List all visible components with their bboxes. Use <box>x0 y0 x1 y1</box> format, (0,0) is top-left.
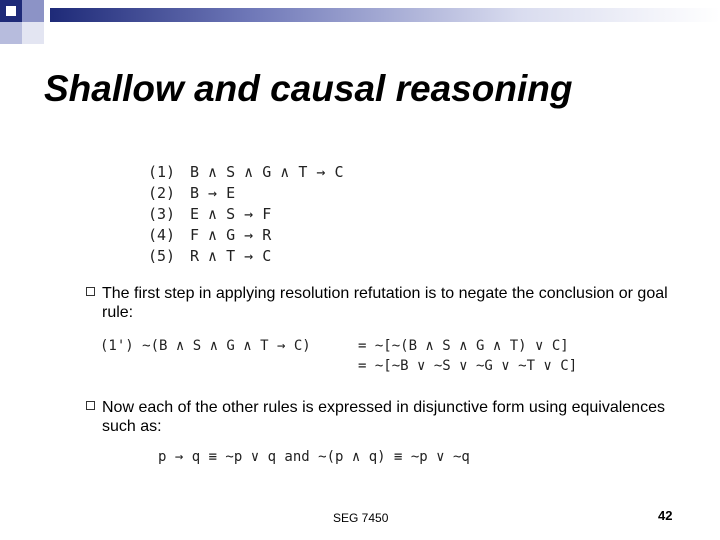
corner-square-decoration <box>0 22 22 44</box>
rule-number: (3) <box>148 205 176 223</box>
rule-item <box>148 225 344 246</box>
rule-item <box>148 204 344 225</box>
rule-number: (4) <box>148 226 176 244</box>
rule-item <box>148 183 344 204</box>
page-number: 42 <box>658 508 673 523</box>
rule-expression: E ∧ S → F <box>190 205 272 223</box>
square-bullet-icon <box>86 401 95 410</box>
rule-item <box>148 246 344 267</box>
rule-number: (5) <box>148 247 176 265</box>
bullet-text: Now each of the other rules is expressed in disjunctive form using equivalences such as: <box>102 399 665 435</box>
equivalence-formula: p → q ≡ ~p ∨ q and ~(p ∧ q) ≡ ~p ∨ ~q <box>158 449 470 465</box>
rule-expression: B → E <box>190 184 236 202</box>
negated-goal-formula <box>100 336 577 376</box>
corner-square-decoration <box>22 22 44 44</box>
header-gradient-band <box>50 8 720 22</box>
corner-square-decoration <box>22 0 44 22</box>
bullet-text: The first step in applying resolution refutation is to negate the conclusion or goal rule: <box>102 285 668 321</box>
negation-line-2: = ~[~B ∨ ~S ∨ ~G ∨ ~T ∨ C] <box>358 358 578 374</box>
rule-expression: F ∧ G → R <box>190 226 272 244</box>
negation-line-1: = ~[~(B ∧ S ∧ G ∧ T) ∨ C] <box>358 338 569 354</box>
rule-number: (1) <box>148 163 176 181</box>
negation-lhs: (1') ~(B ∧ S ∧ G ∧ T → C) <box>100 338 311 354</box>
rule-expression: R ∧ T → C <box>190 247 272 265</box>
rule-item <box>148 162 344 183</box>
square-bullet-icon <box>86 287 95 296</box>
footer-course-code: SEG 7450 <box>333 511 389 525</box>
rule-number: (2) <box>148 184 176 202</box>
corner-square-decoration <box>6 6 16 16</box>
slide-title: Shallow and causal reasoning <box>44 68 573 109</box>
rule-expression: B ∧ S ∧ G ∧ T → C <box>190 163 344 181</box>
rule-list <box>148 162 344 267</box>
